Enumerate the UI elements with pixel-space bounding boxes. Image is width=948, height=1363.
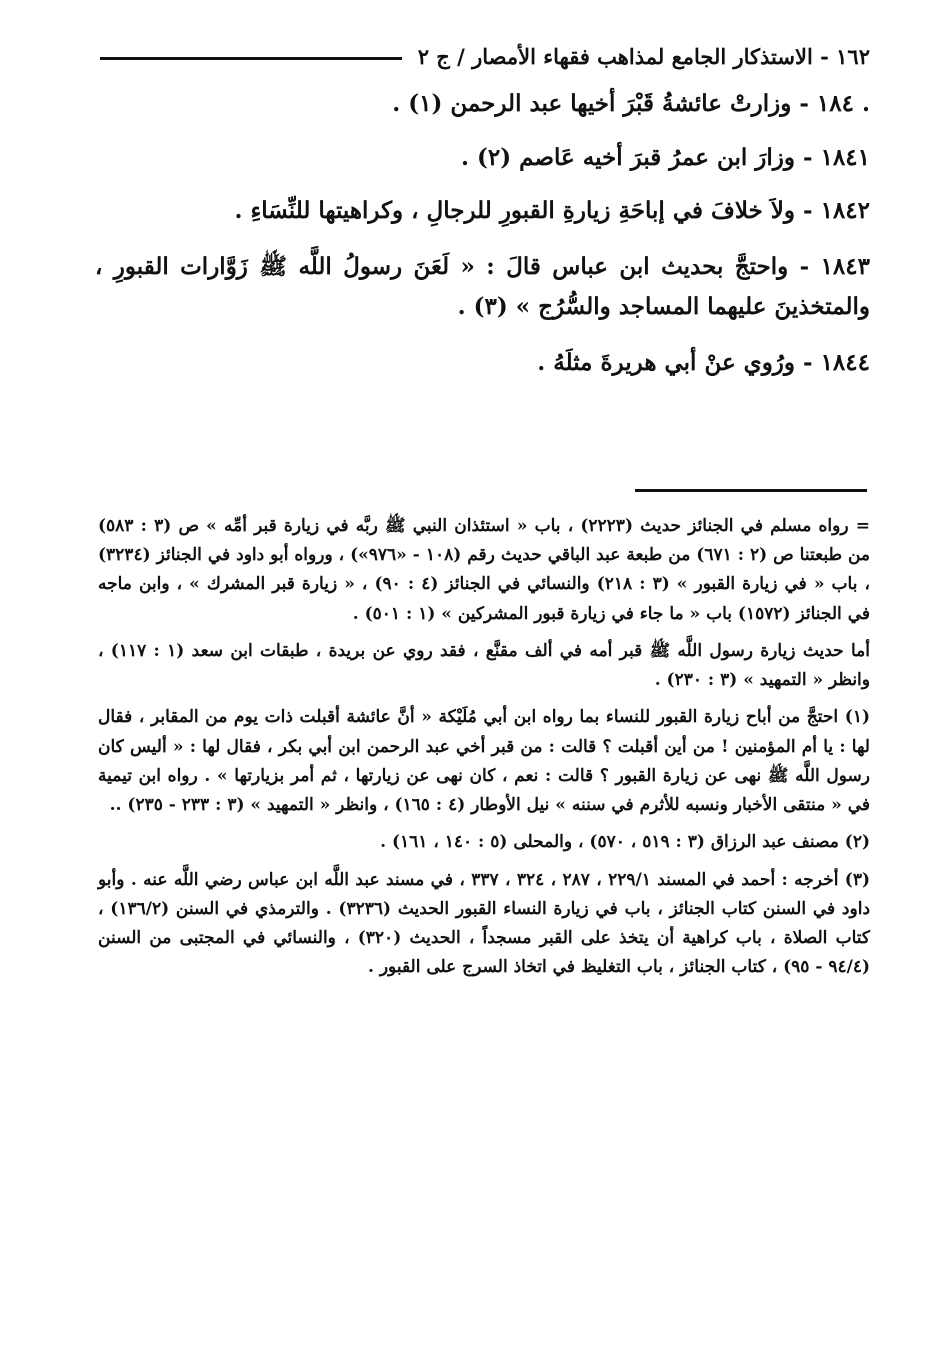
header-title: ١٦٢ - الاستذكار الجامع لمذاهب فقهاء الأمصار / ج ٢ (417, 43, 870, 69)
footnotes (98, 512, 870, 991)
paragraph-1842: ١٨٤٢ - ولاَ خلافَ في إباحَةِ زيارةِ القبورِ للرجالِ ، وكراهيتها للنِّسَاءِ . (234, 197, 870, 225)
paragraph-1841: ١٨٤١ - وزارَ ابن عمرُ قبرَ أخيه عَاصم (٢) . (461, 143, 870, 171)
footnote-continued-2: أما حديث زيارة رسول اللَّه ﷺ قبر أمه في ألف مقنَّع ، فقد روي عن بريدة ، طبقات ابن سعد (١ : ١١٧) ، وانظر « التمهيد » (٣ : ٢٣٠) . (98, 640, 870, 691)
running-header (100, 36, 870, 76)
footnote-1: (١) احتجَّ من أباح زيارة القبور للنساء بما رواه ابن أبي مُلَيْكة « أنَّ عائشة أقبلت ذات يوم من المقابر ، فقال لها : يا أم المؤمنين ! من أين أقبلت ؟ قالت : من قبر أخي عبد الرحمن ابن أبي بكر ، فقال لها : « أليس كان رسول اللَّه ﷺ نهى عن زيارة القبور ؟ قالت : نعم ، كان نهى عن زيارتها ، ثم أمر بزيارتها » . رواه ابن تيمية في « منتقى الأخبار ونسبه للأثرم في سننه » نيل الأوطار (٤ : ١٦٥) ، وانظر « التمهيد » (٣ : ٢٣٣ - ٢٣٥) .. (98, 707, 870, 816)
paragraph-1840: . ١٨٤ - وزارتْ عائشةُ قَبْرَ أخيها عبد الرحمن (١) . (392, 90, 870, 117)
footnote-3: (٣) أخرجه : أحمد في المسند ٢٢٩/١ ، ٢٨٧ ، ٣٢٤ ، ٣٣٧ ، في مسند عبد اللَّه ابن عباس رضي اللَّه عنه . وأبو داود في السنن كتاب الجنائز ، باب في زيارة النساء القبور الحديث (٣٢٣٦) . والترمذي في السنن (١٣٦/٢) ، كتاب الصلاة ، باب كراهية أن يتخذ على القبر مسجداً ، الحديث (٣٢٠) ، والنسائي في المجتبى من السنن (٩٤/٤ - ٩٥) ، كتاب الجنائز ، باب التغليظ في اتخاذ السرج على القبور . (98, 869, 871, 978)
main-text (95, 86, 870, 399)
footnote-continued: = رواه مسلم في الجنائز حديث (٢٢٢٣) ، باب « استئذان النبي ﷺ ربَّه في زيارة قبر أمِّه » ص (٣ : ٥٨٣) من طبعتنا ص (٢ : ٦٧١) من طبعة عبد الباقي حديث رقم (١٠٨ - «٩٧٦») ، ورواه أبو داود في الجنائز (٣٢٣٤) ، باب « في زيارة القبور » (٣ : ٢١٨) والنسائي في الجنائز (٤ : ٩٠) ، « زيارة قبر المشرك » ، وابن ماجه في الجنائز (١٥٧٢) باب « ما جاء في زيارة قبور المشركين » (١ : ٥٠١) . (98, 516, 871, 624)
paragraph-1843: ١٨٤٣ - واحتجَّ بحديث ابن عباس قالَ : « لَعَنَ رسولُ اللَّه ﷺ زَوَّارات القبورِ ، والمتخذينَ عليهما المساجد والسُّرُج » (٣) . (95, 252, 870, 321)
paragraph-1844: ١٨٤٤ - ورُوي عنْ أبي هريرةَ مثلَهُ . (537, 349, 870, 377)
footnote-2: (٢) مصنف عبد الرزاق (٣ : ٥١٩ ، ٥٧٠) ، والمحلى (٥ : ١٤٠ ، ١٦١) . (380, 832, 870, 853)
header-rule (100, 57, 402, 60)
footnote-separator (635, 489, 867, 492)
